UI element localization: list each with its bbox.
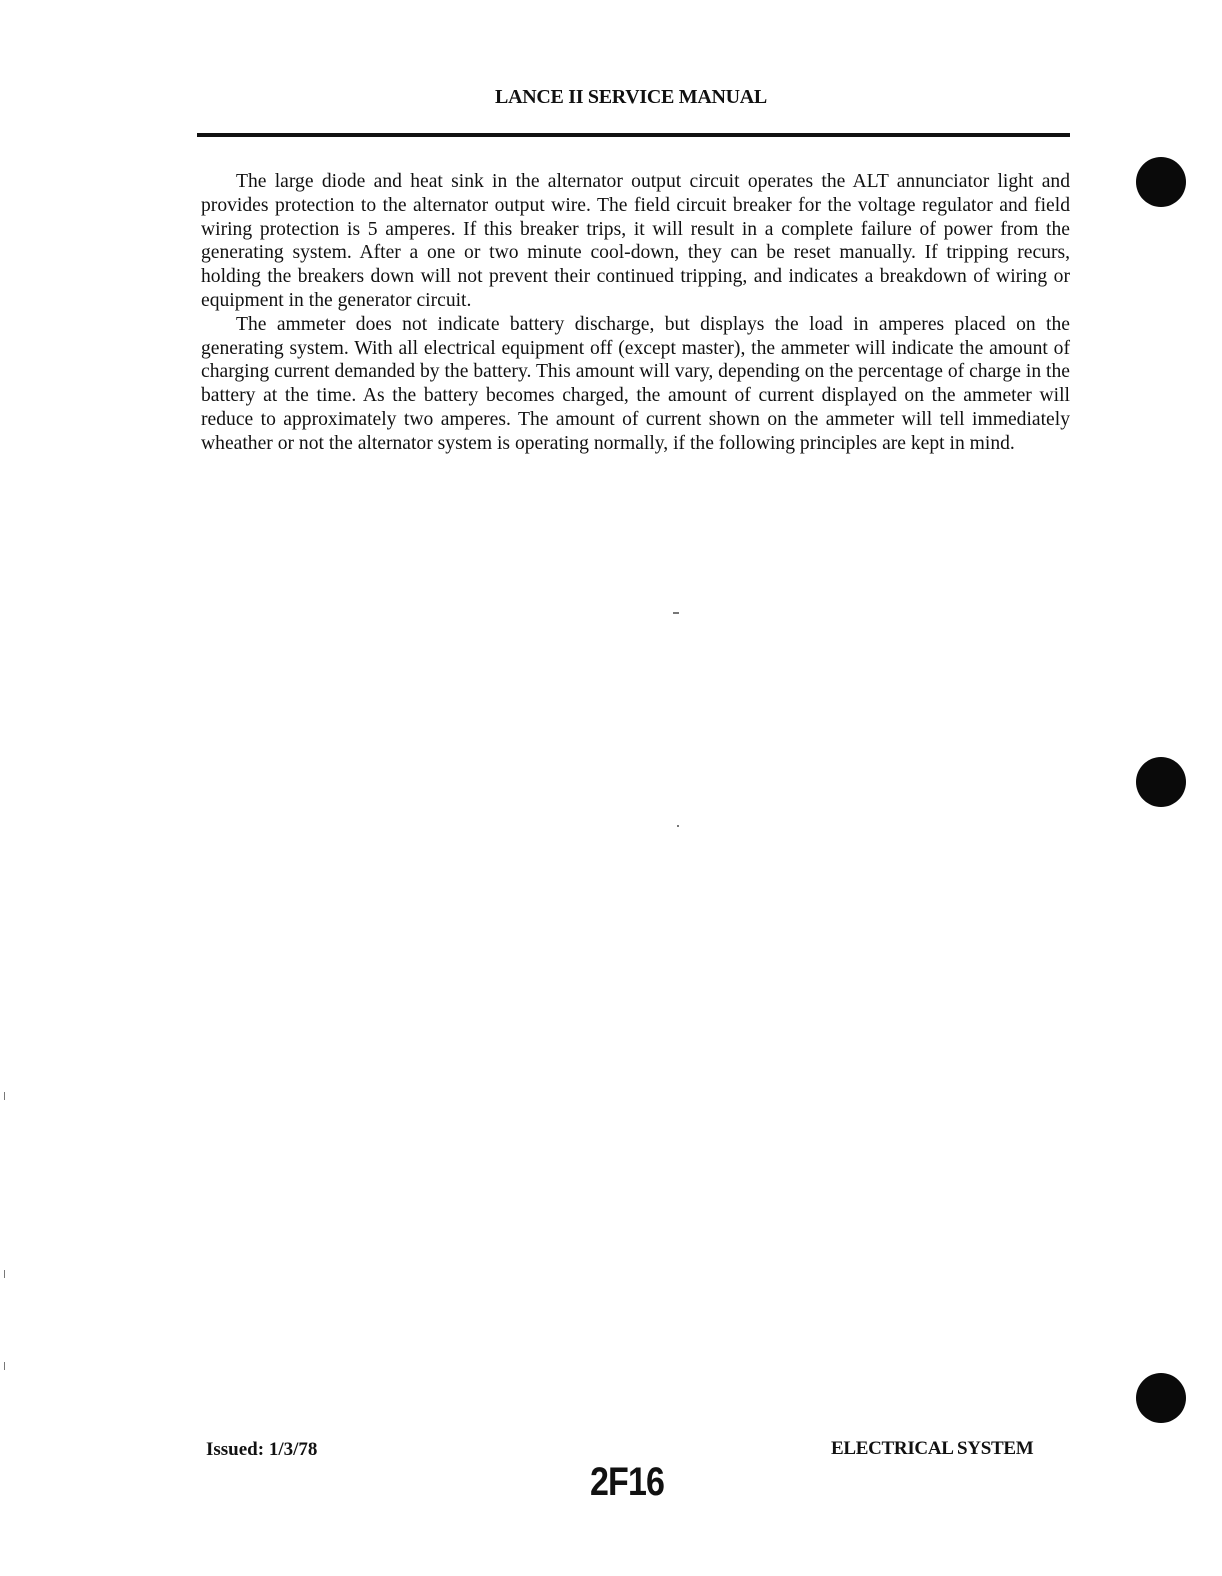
scan-speck — [673, 612, 679, 614]
body-text — [201, 170, 1070, 456]
scan-speck — [4, 1092, 5, 1100]
paragraph-ammeter: The ammeter does not indicate battery discharge, but displays the load in amperes placed on the generating system. With all electrical equipment off (except master), the ammeter will indicate the amount of charging current demanded by the battery. This amount will vary, depending on the percentage of charge in the battery at the time. As the battery becomes charged, the amount of current displayed on the ammeter will reduce to approximately two amperes. The amount of current shown on the ammeter will tell immediately wheather or not the alternator system is operating normally, if the following principles are kept in mind. — [201, 313, 1070, 454]
issued-date: Issued: 1/3/78 — [206, 1439, 318, 1460]
punch-hole-middle — [1136, 757, 1186, 807]
section-name: ELECTRICAL SYSTEM — [831, 1438, 1034, 1459]
scan-speck — [4, 1270, 5, 1278]
header-rule — [197, 133, 1070, 137]
punch-hole-bottom — [1136, 1373, 1186, 1423]
page-code: 2F16 — [590, 1460, 665, 1504]
manual-title: LANCE II SERVICE MANUAL — [495, 86, 767, 108]
scan-speck — [677, 825, 679, 827]
punch-hole-top — [1136, 157, 1186, 207]
paragraph-alternator-protection: The large diode and heat sink in the alternator output circuit operates the ALT annunciator light and provides protection to the alternator output wire. The field circuit breaker for the voltage regulator and field wiring protection is 5 amperes. If this breaker trips, it will result in a complete failure of power from the generating system. After a one or two minute cool-down, they can be reset manually. If tripping recurs, holding the breakers down will not prevent their continued tripping, and indicates a breakdown of wiring or equipment in the generator circuit. — [201, 171, 1070, 311]
scan-speck — [4, 1362, 5, 1370]
